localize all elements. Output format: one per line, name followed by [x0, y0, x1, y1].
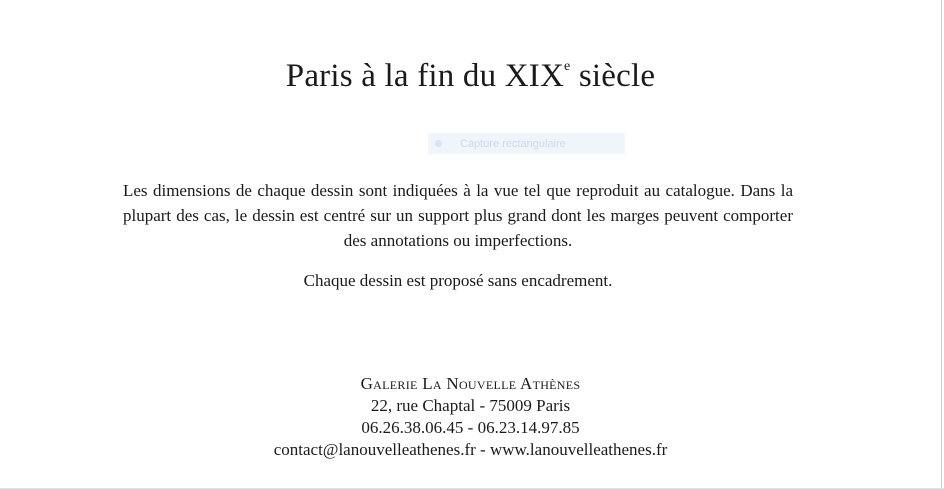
framing-note: Chaque dessin est proposé sans encadrement. — [303, 271, 613, 290]
record-dot-icon — [435, 140, 442, 147]
gallery-contact: contact@lanouvelleathenes.fr - www.lanouvelleathenes.fr — [273, 440, 668, 459]
gallery-footer — [0, 373, 941, 461]
gallery-address: 22, rue Chaptal - 75009 Paris — [370, 396, 571, 415]
page-right-border — [941, 0, 942, 489]
dimensions-paragraph: Les dimensions de chaque dessin sont indiquées à la vue tel que reproduit au catalogue. Dans la plupart des cas, le dessin est centré sur un support plus grand dont les marges peuvent comporter des annotations ou imperfections. — [123, 181, 793, 250]
gallery-phones: 06.26.38.06.45 - 06.23.14.97.85 — [361, 418, 580, 437]
title-tail: siècle — [570, 58, 656, 94]
gallery-name: Galerie La Nouvelle Athènes — [360, 374, 581, 393]
capture-label: Capture rectangulaire — [460, 137, 566, 150]
capture-rectangulaire-button[interactable] — [428, 133, 625, 154]
page-title — [0, 56, 941, 96]
title-main: Paris à la fin du XIX — [285, 58, 565, 94]
title-superscript: e — [564, 59, 571, 74]
